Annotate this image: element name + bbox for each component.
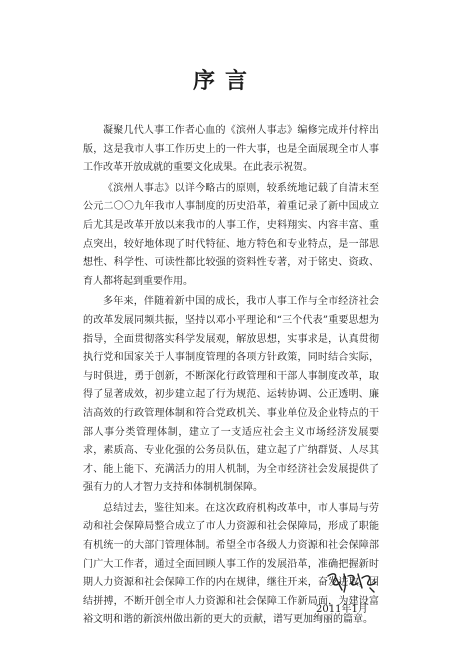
preface-body bbox=[83, 122, 379, 632]
paragraph: 多年来，伴随着新中国的成长，我市人事工作与全市经济社会的改革发展同频共振，坚持以邓小平理论和“三个代表”重要思想为指导，全面贯彻落实科学发展观，解放思想，实事求是，认真贯彻执行党和国家关于人事制度管理的各项方针政策，同时结合实际，与时俱进，勇于创新，不断深化行政管理和干部人事制度改革，取得了显著成效，初步建立起了行为规范、运转协调、公正透明、廉洁高效的行政管理体制和符合党政机关、事业单位及企业特点的干部人事分类管理体制，建立了一支适应社会主义市场经济发展要求，素质高、专业化强的公务员队伍，建立起了广纳群贤、人尽其才、能上能下、充满活力的用人机制，为全市经济社会发展提供了强有力的人才智力支持和体制机制保障。 bbox=[83, 296, 379, 494]
paragraph: 凝聚几代人事工作者心血的《滨州人事志》编修完成并付梓出版，这是我市人事工作历史上的一件大事，也是全面展现全市人事工作改革开放成就的重要文化成果。在此表示祝贺。 bbox=[83, 125, 379, 174]
paragraph: 《滨州人事志》以详今略古的原则，较系统地记载了自清末至公元二〇〇九年我市人事制度的历史沿革，着重记录了新中国成立后尤其是改革开放以来我市的人事工作，史料翔实、内容丰富、重点突出，较好地体现了时代特征、地方特色和专业特点，是一部思想性、科学性、可读性都比较强的资料性专著，对于铭史、资政、育人都将起到重要作用。 bbox=[83, 182, 379, 287]
page-title: 序言 bbox=[192, 69, 257, 94]
paragraph: 总结过去，鉴往知来。在这次政府机构改革中，市人事局与劳动和社会保障局整合成立了市人力资源和社会保障局，形成了职能有机统一的大部门管理体制。希望全市各级人力资源和社会保障部门广大工作者，通过全面回顾人事工作的发展沿革，准确把握新时期人力资源和社会保障工作的内在规律，继往开来，奋发进取，团结拼搏，不断开创全市人力资源和社会保障工作新局面，为建设富裕文明和谐的新滨州做出新的更大的贡献，谱写更加绚丽的篇章。 bbox=[83, 502, 379, 626]
date: 2011年1月 bbox=[316, 604, 368, 615]
handwritten-signature bbox=[324, 568, 380, 596]
